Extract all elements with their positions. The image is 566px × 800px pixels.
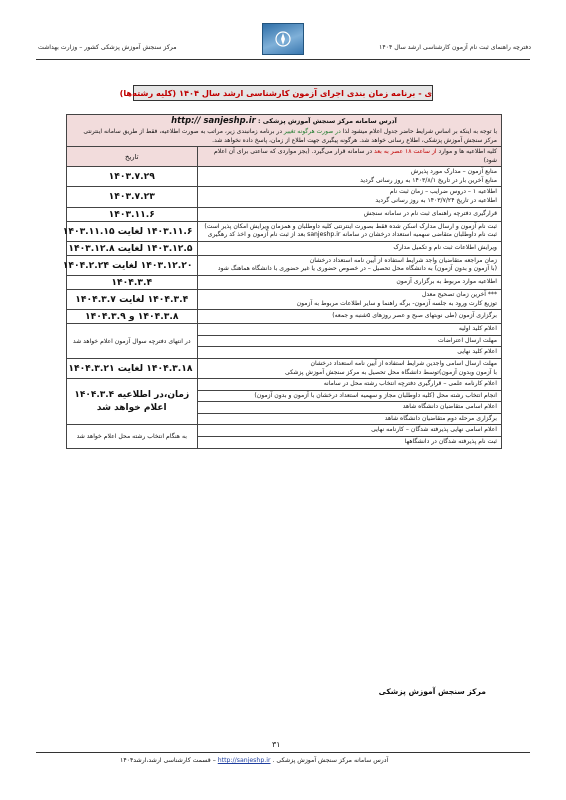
event-line: اعلام کلید اولیه [458, 325, 497, 333]
footer-divider [36, 752, 530, 753]
schedule-title: ی - برنامه زمان بندی اجرای آزمون کارشناسی ارشد سال ۱۴۰۴ (کلیه رشته‌ها) [133, 85, 433, 101]
intro-cell [67, 115, 502, 147]
intro-row [67, 115, 502, 147]
date-column-header: تاریخ [67, 147, 198, 167]
header-text-b: در سامانه قرار می‌گیرد. (بجز مواردی که ساعتی برای آن اعلام شود) [214, 148, 497, 164]
event-cell [197, 390, 502, 402]
event-line: مهلت ارسال اعتراضات [438, 336, 497, 344]
event-line: منابع آزمون – مدارک مورد پذیرش [410, 168, 497, 176]
event-line: اعلام اسامی متقاضیان دانشگاه شاهد [402, 403, 497, 411]
table-row [67, 255, 502, 275]
schedule-table [62, 114, 502, 449]
event-line: زمان مراجعه متقاضیان واجد شرایط استفاده از آیین نامه استعداد درخشان [309, 256, 497, 264]
table-row [67, 241, 502, 255]
footer-org-name: مرکز سنجش آموزش پزشکی [378, 687, 486, 696]
intro-text-a: با توجه به اینکه بر اساس شرایط حاضر جدول اعلام میشود لذا [340, 128, 497, 135]
event-cell [197, 310, 502, 324]
date-cell: ۱۴۰۴.۳.۸ و ۱۴۰۴.۳.۹ [67, 310, 198, 324]
table-header-row [67, 147, 502, 167]
event-cell [197, 425, 502, 437]
event-cell [197, 255, 502, 275]
event-line: اعلام کلید نهایی [457, 348, 497, 356]
event-cell [197, 207, 502, 221]
header-divider [36, 59, 530, 60]
date-cell: ۱۴۰۳.۱۱.۶ [67, 207, 198, 221]
table-row [67, 275, 502, 289]
event-line: اطلاعیه موارد مربوط به برگزاری آزمون [396, 278, 497, 286]
date-cell: ۱۴۰۳.۱۲.۲۰ لغایت ۱۴۰۴.۲.۲۴ [67, 255, 198, 275]
event-cell [197, 413, 502, 425]
event-line: منابع آخرین بار در تاریخ ۱۴۰۳/۸/۱ به روز رسانی گردید [360, 176, 497, 184]
intro-heading-label: آدرس سامانه مرکز سنجش آموزش پزشکی : [258, 117, 397, 125]
header-text-a: کلیه اطلاعیه ها و موارد [436, 148, 497, 155]
table-row [67, 187, 502, 207]
table-row [67, 425, 502, 437]
event-cell [197, 289, 502, 309]
event-cell [197, 275, 502, 289]
footer-text-a: آدرس سامانه مرکز سنجش آموزش پزشکی . [270, 757, 389, 764]
intro-text-green: در صورت هرگونه تغییر [283, 128, 341, 135]
event-line: برگزاری مرحله دوم متقاضیان دانشگاه شاهد [384, 414, 497, 422]
event-line: با آزمون وبدون آزمون)توسط دانشگاه محل تحصیل به مرکز سنجش آموزش پزشکی [284, 368, 497, 376]
event-cell [197, 347, 502, 359]
footer-address [120, 757, 388, 764]
table-row [67, 207, 502, 221]
event-line: توزیع کارت ورود به جلسه آزمون- برگه راهنما و سایر اطلاعات مربوط به آزمون [296, 299, 497, 307]
event-column-header [197, 147, 502, 167]
table-row [67, 379, 502, 391]
table-row [67, 289, 502, 309]
date-cell: زمان،در اطلاعیه ۱۴۰۴.۳.۴ اعلام خواهد شد [67, 379, 198, 425]
event-line: ثبت نام پذیرفته شدگان در دانشگاهها [404, 438, 497, 446]
event-line: قرارگیری دفترچه راهنمای ثبت نام در سامانه سنجش [363, 209, 497, 217]
event-line: ثبت نام آزمون و ارسال مدارک اسکن شده فقط بصورت اینترنتی کلیه داوطلبان و همزمان ویرایش امکان پذیر است) [204, 222, 497, 230]
event-line: ثبت نام داوطلبان متقاضی سهمیه استعداد درخشان در سامانه sanjeshp.ir بعد از ثبت نام آزمون و اخذ کد رهگیری [207, 231, 497, 239]
event-line: ویرایش اطلاعات ثبت نام و تکمیل مدارک [393, 243, 497, 251]
event-cell [197, 221, 502, 241]
event-cell [197, 437, 502, 449]
header-org-name: مرکز سنجش آموزش پزشکی کشور – وزارت بهداشت [38, 44, 177, 51]
date-cell: در انتهای دفترچه سوال آزمون اعلام خواهد شد [67, 324, 198, 359]
table-row [67, 310, 502, 324]
date-cell: ۱۴۰۴.۳.۴ لغایت ۱۴۰۴.۳.۷ [67, 289, 198, 309]
date-cell: به هنگام انتخاب رشته محل اعلام خواهد شد [67, 425, 198, 448]
table-row [67, 324, 502, 336]
footer-site-link[interactable]: http://sanjeshp.ir [217, 757, 271, 764]
table-row [67, 167, 502, 187]
event-line: (با آزمون و بدون آزمون) به دانشگاه محل تحصیل – در خصوص حضوری یا غیر حضوری با دانشگاه هماهنگ شود [217, 265, 497, 273]
date-cell: ۱۴۰۴.۳.۴ [67, 275, 198, 289]
event-cell [197, 167, 502, 187]
event-line: انجام انتخاب رشته محل (کلیه داوطلبان مجاز و سهمیه استعداد درخشان با آزمون و بدون آزمون) [254, 391, 497, 399]
event-cell [197, 335, 502, 347]
date-cell: ۱۴۰۳.۱۱.۶ لغایت ۱۴۰۳.۱۱.۱۵ [67, 221, 198, 241]
date-cell: ۱۴۰۳.۷.۲۳ [67, 187, 198, 207]
event-line: اعلام کارنامه علمی – قرارگیری دفترچه انتخاب رشته محل در سامانه [323, 380, 497, 388]
date-cell: ۱۴۰۴.۳.۱۸ لغایت ۱۴۰۴.۳.۲۱ [67, 358, 198, 378]
page-number: ۳۱ [272, 740, 281, 749]
intro-heading [71, 116, 497, 126]
event-cell [197, 187, 502, 207]
emblem-icon [272, 29, 294, 49]
header-doc-title: دفترچه راهنمای ثبت نام آزمون کارشناسی ارشد سال ۱۴۰۴ [379, 44, 531, 51]
intro-text-b: در برنامه زمانبندی زیر، مراتب به صورت اطلاعیه، فقط از طریق سامانه اینترنتی مرکز سنجش آموزش پزشکی، اطلاع رسانی خواهد شد. هرگونه پیگیری جهت اطلاع از زمان، پاسخ داده نخواهد شد. [83, 128, 497, 144]
ministry-logo [262, 23, 304, 55]
event-line: اطلاعیه ۱ – دروس ضرایب – زمان ثبت نام [389, 188, 497, 196]
event-cell [197, 402, 502, 414]
event-cell [197, 241, 502, 255]
header-text-red: از ساعت ۱۸ عصر به بعد [374, 148, 437, 155]
event-cell [197, 379, 502, 391]
event-line: مهلت ارسال اسامی واجدین شرایط استفاده از آیین نامه استعداد درخشان [310, 359, 497, 367]
event-line: *** آخرین زمان تصحیح معدل [421, 290, 497, 298]
table-row [67, 358, 502, 378]
footer-text-b: – قسمت کارشناسی ارشد،ارشد۱۴۰۴ [120, 757, 218, 764]
intro-site-link[interactable]: http:// sanjeshp.ir [171, 115, 256, 125]
date-cell: ۱۴۰۳.۷.۲۹ [67, 167, 198, 187]
event-cell [197, 358, 502, 378]
event-cell [197, 324, 502, 336]
date-cell: ۱۴۰۳.۱۲.۵ لغایت ۱۴۰۳.۱۲.۸ [67, 241, 198, 255]
table-row [67, 221, 502, 241]
event-line: اعلام اسامی نهایی پذیرفته شدگان – کارنامه نهایی [371, 426, 497, 434]
event-line: برگزاری آزمون (طی نوبتهای صبح و عصر روزهای ۵شنبه و جمعه) [332, 312, 497, 320]
event-line: اطلاعیه در تاریخ ۱۴۰۳/۷/۲۴ به روز رسانی گردید [375, 196, 497, 204]
